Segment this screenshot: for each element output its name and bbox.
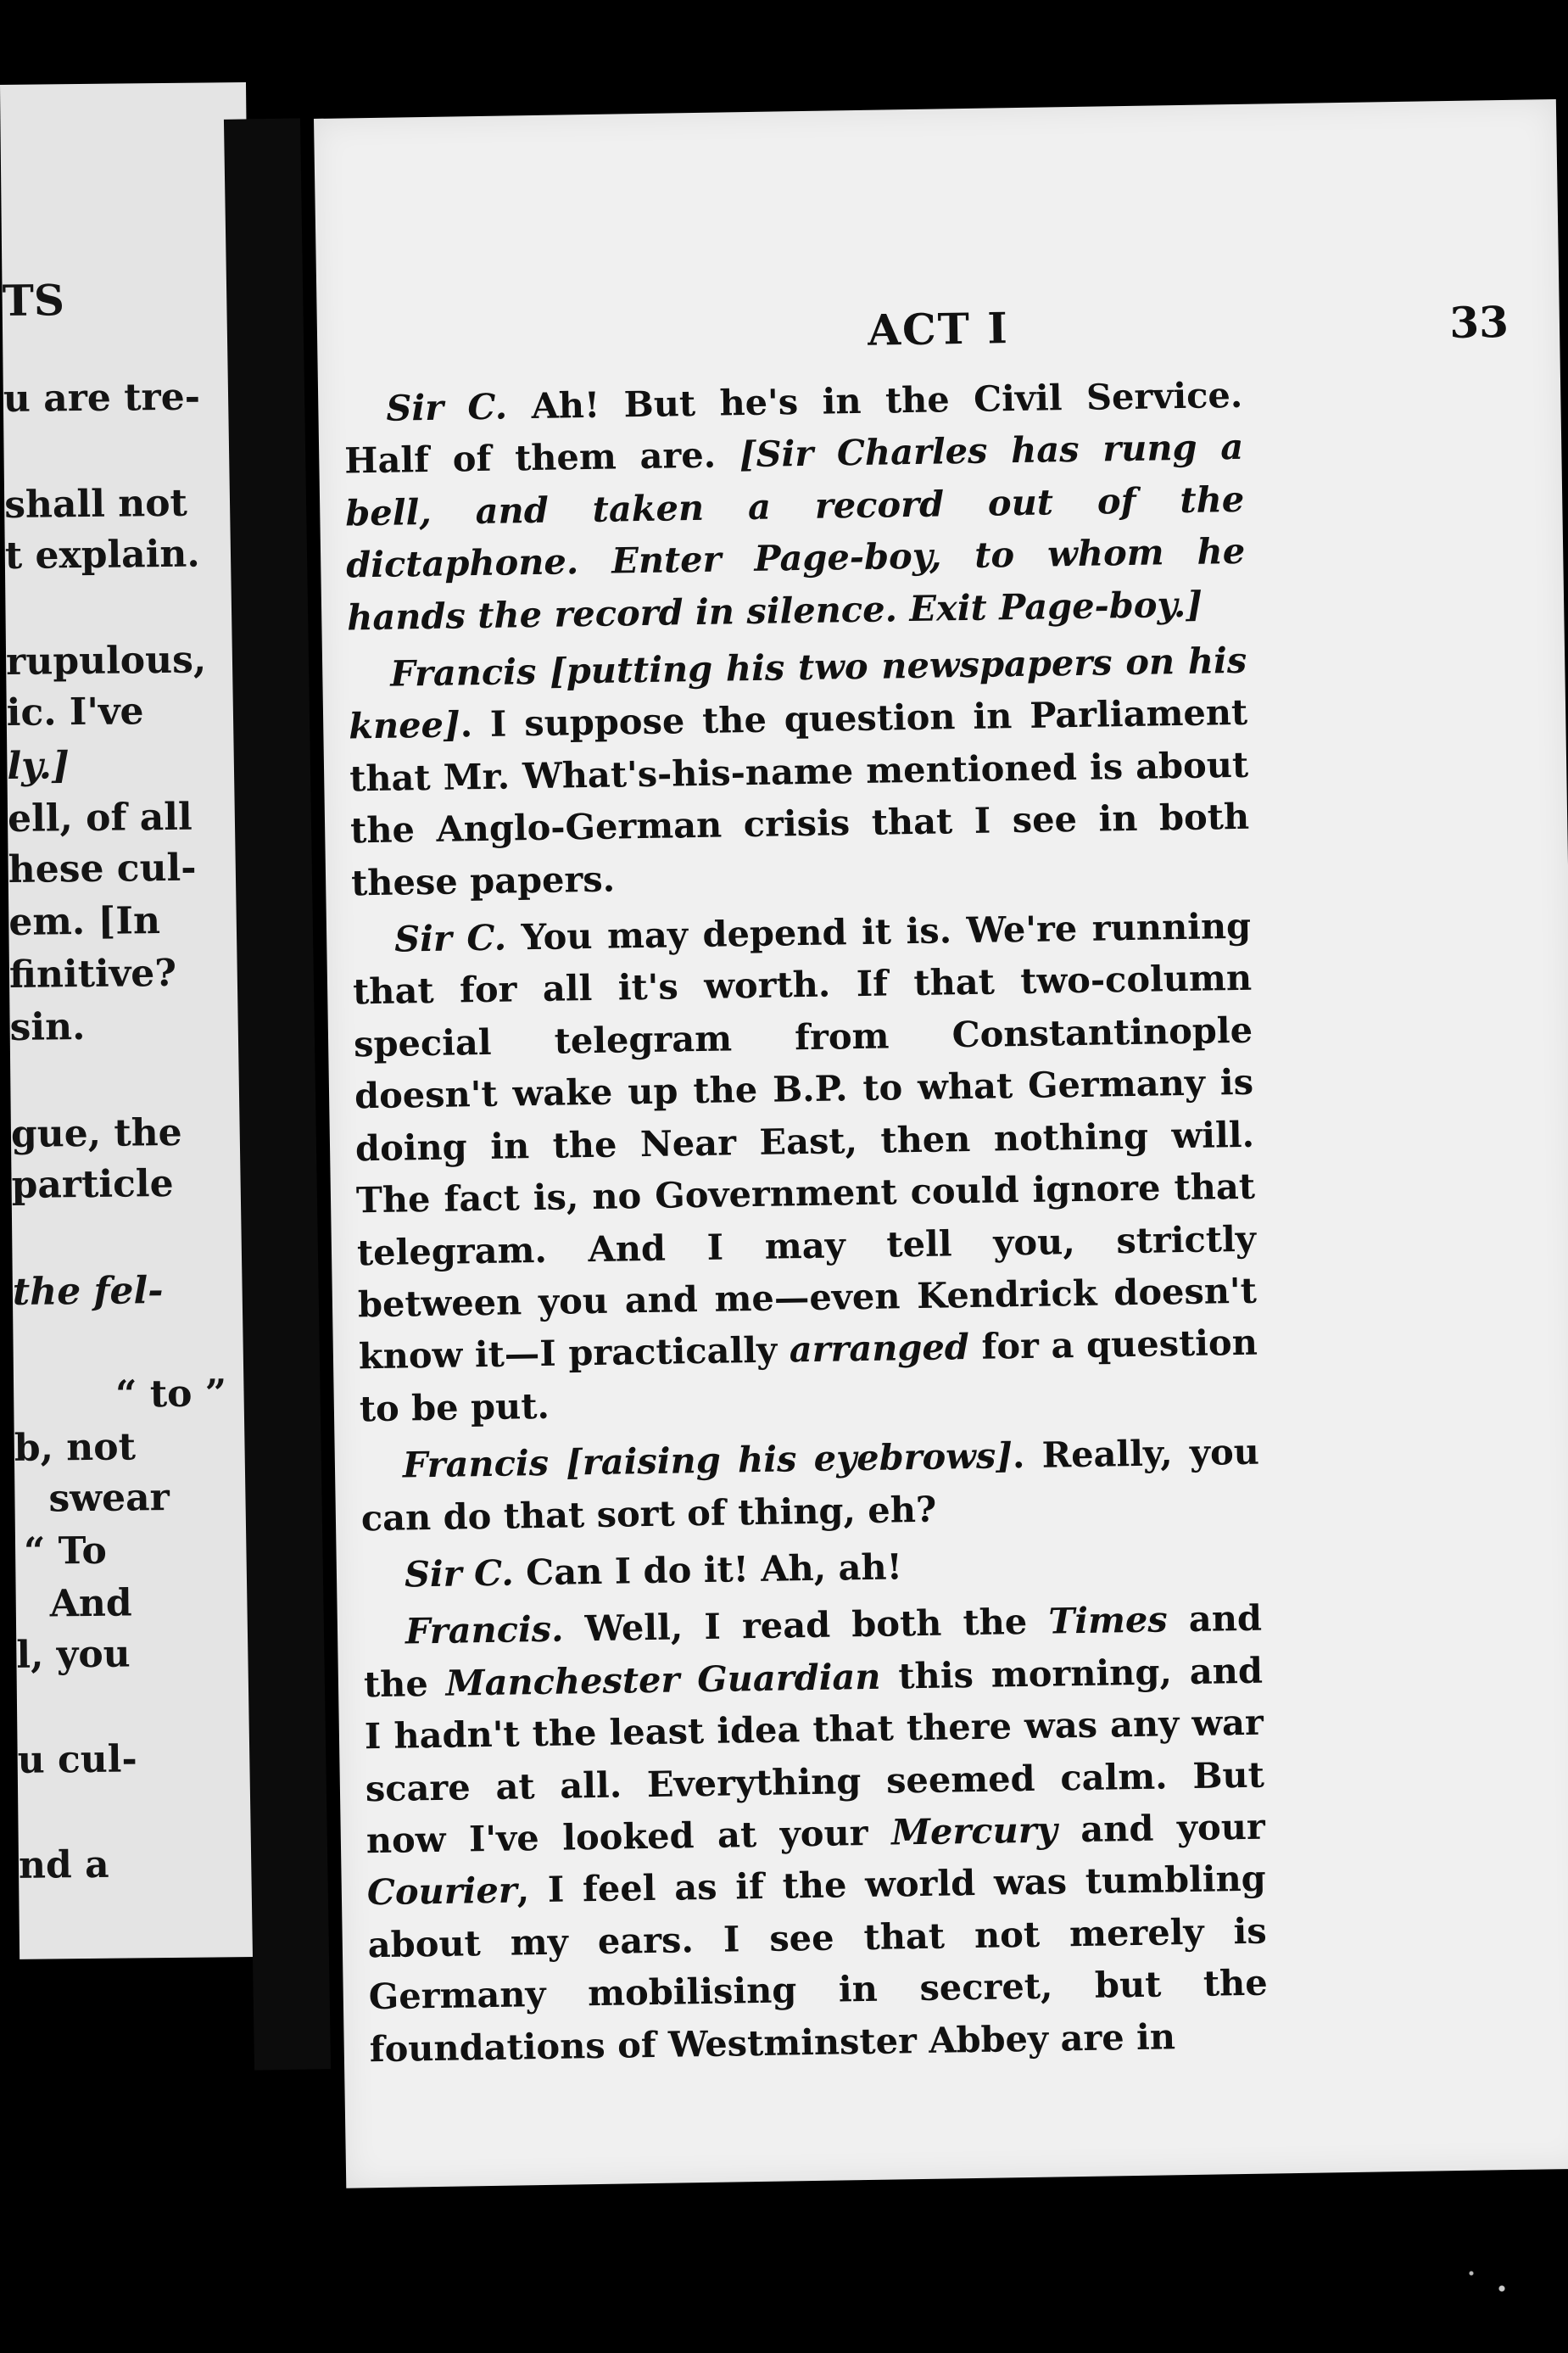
left-page-line: “ To xyxy=(23,1529,108,1573)
paragraph xyxy=(348,634,1251,909)
speaker-name: Francis xyxy=(389,650,537,695)
left-page-line: TS xyxy=(2,275,65,326)
dialogue-text: , I feel as if the world was tumbling about my ears. I see that not merely is Germany mobilising in secret, but the foundations of Westminster Abbey are in xyxy=(367,1857,1269,2070)
paragraph xyxy=(361,1535,1261,1601)
left-page-line: shall not xyxy=(3,481,188,527)
book-page xyxy=(314,99,1568,2188)
stage-direction: [putting his two newspapers on his knee] xyxy=(348,639,1247,747)
dialogue-text: Well, I read both the xyxy=(563,1600,1049,1650)
left-page-line: ic. I've xyxy=(6,690,144,735)
left-page-line: “ to ” xyxy=(114,1372,227,1417)
speaker-name: Sir C. xyxy=(385,385,508,429)
left-page-line: u cul- xyxy=(17,1737,138,1782)
left-page-line: u are tre- xyxy=(3,375,201,421)
speaker-name: Sir C. xyxy=(404,1551,515,1596)
left-page-line: And xyxy=(49,1581,132,1626)
stage-direction: [Sir Charles has rung a bell, and taken a record out of the dictaphone. Enter Page-boy, to whom he hands the record in silence. Exit Page-boy.] xyxy=(344,426,1246,639)
left-page-line: swear xyxy=(48,1476,170,1521)
left-page-line: sin. xyxy=(9,1005,86,1049)
left-page-line: ell, of all xyxy=(7,795,193,841)
emphasized-word: arranged xyxy=(789,1326,970,1371)
left-page-line: b, not xyxy=(14,1425,137,1470)
left-page-line: particle xyxy=(11,1161,174,1207)
paragraph xyxy=(363,1592,1269,2075)
dialogue-text: Can I do it! Ah, ah! xyxy=(513,1545,903,1594)
newspaper-title: Manchester Guardian xyxy=(445,1655,881,1704)
speaker-name: Francis. xyxy=(405,1607,564,1652)
dialogue-text: . I suppose the question in Parliament that Mr. What's-his-name mentioned is about the Anglo-German crisis that I see in both these papers. xyxy=(349,691,1250,904)
dialogue-text: and the xyxy=(363,1597,1263,1706)
left-page-line: gue, the xyxy=(10,1110,182,1156)
paragraph xyxy=(343,369,1247,644)
newspaper-title: Mercury xyxy=(890,1808,1058,1853)
dialogue-text: . Really, you can do that sort of thing, eh? xyxy=(360,1430,1260,1539)
newspaper-title: Courier xyxy=(366,1869,517,1914)
page-number: 33 xyxy=(1448,296,1509,348)
page-body xyxy=(343,369,1269,2080)
left-page-line: the fel- xyxy=(12,1269,164,1314)
dialogue-text: and your xyxy=(1057,1805,1266,1851)
previous-page-fragment xyxy=(0,82,265,1959)
speaker-name: Francis xyxy=(402,1441,550,1486)
paragraph xyxy=(352,900,1259,1435)
dialogue-text: this morning, and I hadn't the least idea that there was any war scare at all. Everything seemed calm. But now I've looked at your xyxy=(364,1649,1265,1862)
dialogue-text: Ah! But he's in the Civil Service. Half of them are. xyxy=(343,373,1243,482)
left-page-line: rupulous, xyxy=(5,638,207,684)
running-head: ACT I xyxy=(867,303,1010,355)
newspaper-title: Times xyxy=(1047,1598,1169,1642)
left-page-line: hese cul- xyxy=(8,846,197,891)
paragraph xyxy=(360,1426,1260,1544)
left-page-line: ly.] xyxy=(7,744,70,788)
scan-artifact xyxy=(1441,2243,1543,2319)
speaker-name: Sir C. xyxy=(393,916,507,960)
left-page-line: em. [In xyxy=(8,899,161,944)
left-page-line: l, you xyxy=(16,1632,131,1677)
left-page-line: t explain. xyxy=(4,532,200,578)
dialogue-text: You may depend it is. We're running that for all it's worth. If that two-column special telegram from Constantinople doesn't wake up the B.P. to what Germany is doing in the Near East, then nothing will. The fact is, no Government could ignore that telegram. And I may tell you, strictly between you and me—even Kendrick doesn't know it—I practically xyxy=(352,904,1258,1378)
left-page-line: nd a xyxy=(18,1842,109,1887)
left-page-line: finitive? xyxy=(8,951,177,997)
dialogue-text: for a question to be put. xyxy=(359,1322,1258,1430)
stage-direction: [raising his eyebrows] xyxy=(548,1434,1013,1484)
